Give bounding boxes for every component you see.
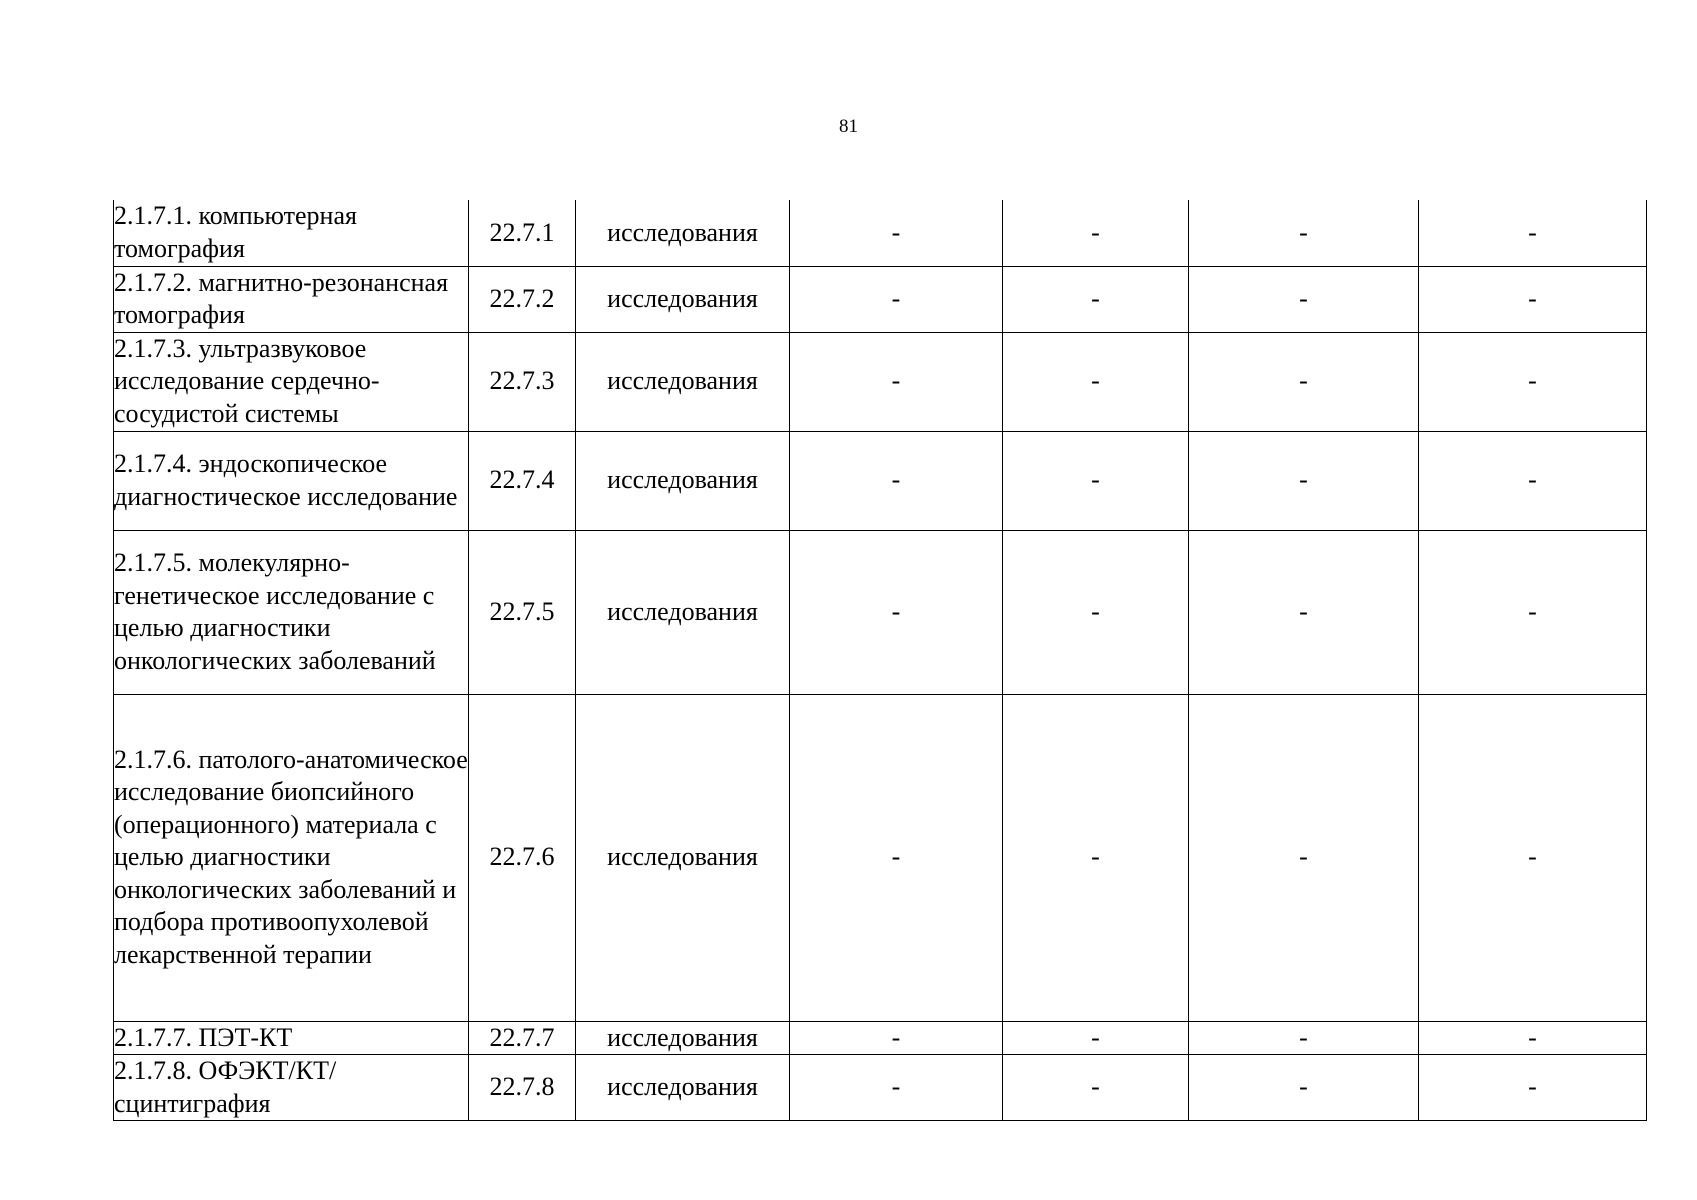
- row-value-cell: -: [1189, 431, 1419, 530]
- row-code-cell: 22.7.7: [469, 1021, 576, 1055]
- row-code-cell: 22.7.2: [469, 266, 576, 332]
- row-value-cell: -: [790, 332, 1003, 431]
- row-value-cell: -: [1419, 1021, 1647, 1055]
- table-row: [114, 266, 1647, 332]
- row-code-cell: 22.7.4: [469, 431, 576, 530]
- row-code-cell: 22.7.1: [469, 200, 576, 266]
- row-value-cell: -: [1189, 200, 1419, 266]
- row-unit-cell: исследования: [576, 431, 790, 530]
- row-value-cell: -: [790, 266, 1003, 332]
- row-name-cell: 2.1.7.7. ПЭТ-КТ: [114, 1021, 469, 1055]
- row-value-cell: -: [1189, 694, 1419, 1021]
- row-value-cell: -: [1419, 200, 1647, 266]
- page-number: 81: [839, 116, 858, 137]
- table-row: [114, 332, 1647, 431]
- row-code-cell: 22.7.3: [469, 332, 576, 431]
- row-code-cell: 22.7.8: [469, 1055, 576, 1121]
- row-unit-cell: исследования: [576, 266, 790, 332]
- row-name-cell: 2.1.7.4. эндоскопическое диагностическое исследование: [114, 431, 469, 530]
- row-value-cell: -: [1003, 694, 1189, 1021]
- row-value-cell: -: [1003, 266, 1189, 332]
- table-row: [114, 1021, 1647, 1055]
- services-table: [113, 200, 1647, 1121]
- row-value-cell: -: [790, 694, 1003, 1021]
- row-name-cell: 2.1.7.6. патолого-анатомическое исследование биопсийного (операционного) материала с целью диагностики онкологических заболеваний и подбора противоопухолевой лекарственной терапии: [114, 694, 469, 1021]
- row-unit-cell: исследования: [576, 530, 790, 694]
- table-row: [114, 530, 1647, 694]
- table-row: [114, 1055, 1647, 1121]
- row-value-cell: -: [1189, 332, 1419, 431]
- table-row: [114, 200, 1647, 266]
- row-name-cell: 2.1.7.1. компьютерная томография: [114, 200, 469, 266]
- row-unit-cell: исследования: [576, 1055, 790, 1121]
- row-value-cell: -: [1419, 694, 1647, 1021]
- row-value-cell: -: [1419, 1055, 1647, 1121]
- row-value-cell: -: [790, 530, 1003, 694]
- row-name-cell: 2.1.7.5. молекулярно-генетическое исследование с целью диагностики онкологических заболеваний: [114, 530, 469, 694]
- table-row: [114, 431, 1647, 530]
- row-value-cell: -: [1003, 530, 1189, 694]
- row-unit-cell: исследования: [576, 1021, 790, 1055]
- row-value-cell: -: [1003, 332, 1189, 431]
- row-value-cell: -: [1189, 1055, 1419, 1121]
- row-value-cell: -: [790, 431, 1003, 530]
- row-name-cell: 2.1.7.8. ОФЭКТ/КТ/сцинтиграфия: [114, 1055, 469, 1121]
- row-value-cell: -: [790, 1021, 1003, 1055]
- row-value-cell: -: [1003, 431, 1189, 530]
- row-value-cell: -: [1003, 1021, 1189, 1055]
- row-value-cell: -: [1419, 431, 1647, 530]
- row-value-cell: -: [1189, 1021, 1419, 1055]
- row-value-cell: -: [790, 200, 1003, 266]
- row-value-cell: -: [1003, 200, 1189, 266]
- row-value-cell: -: [1419, 530, 1647, 694]
- table-row: [114, 694, 1647, 1021]
- row-code-cell: 22.7.5: [469, 530, 576, 694]
- row-unit-cell: исследования: [576, 694, 790, 1021]
- row-value-cell: -: [1419, 332, 1647, 431]
- row-value-cell: -: [790, 1055, 1003, 1121]
- row-value-cell: -: [1189, 266, 1419, 332]
- row-unit-cell: исследования: [576, 332, 790, 431]
- row-name-cell: 2.1.7.2. магнитно-резонансная томография: [114, 266, 469, 332]
- row-value-cell: -: [1003, 1055, 1189, 1121]
- row-value-cell: -: [1189, 530, 1419, 694]
- row-unit-cell: исследования: [576, 200, 790, 266]
- row-code-cell: 22.7.6: [469, 694, 576, 1021]
- row-name-cell: 2.1.7.3. ультразвуковое исследование сердечно-сосудистой системы: [114, 332, 469, 431]
- row-value-cell: -: [1419, 266, 1647, 332]
